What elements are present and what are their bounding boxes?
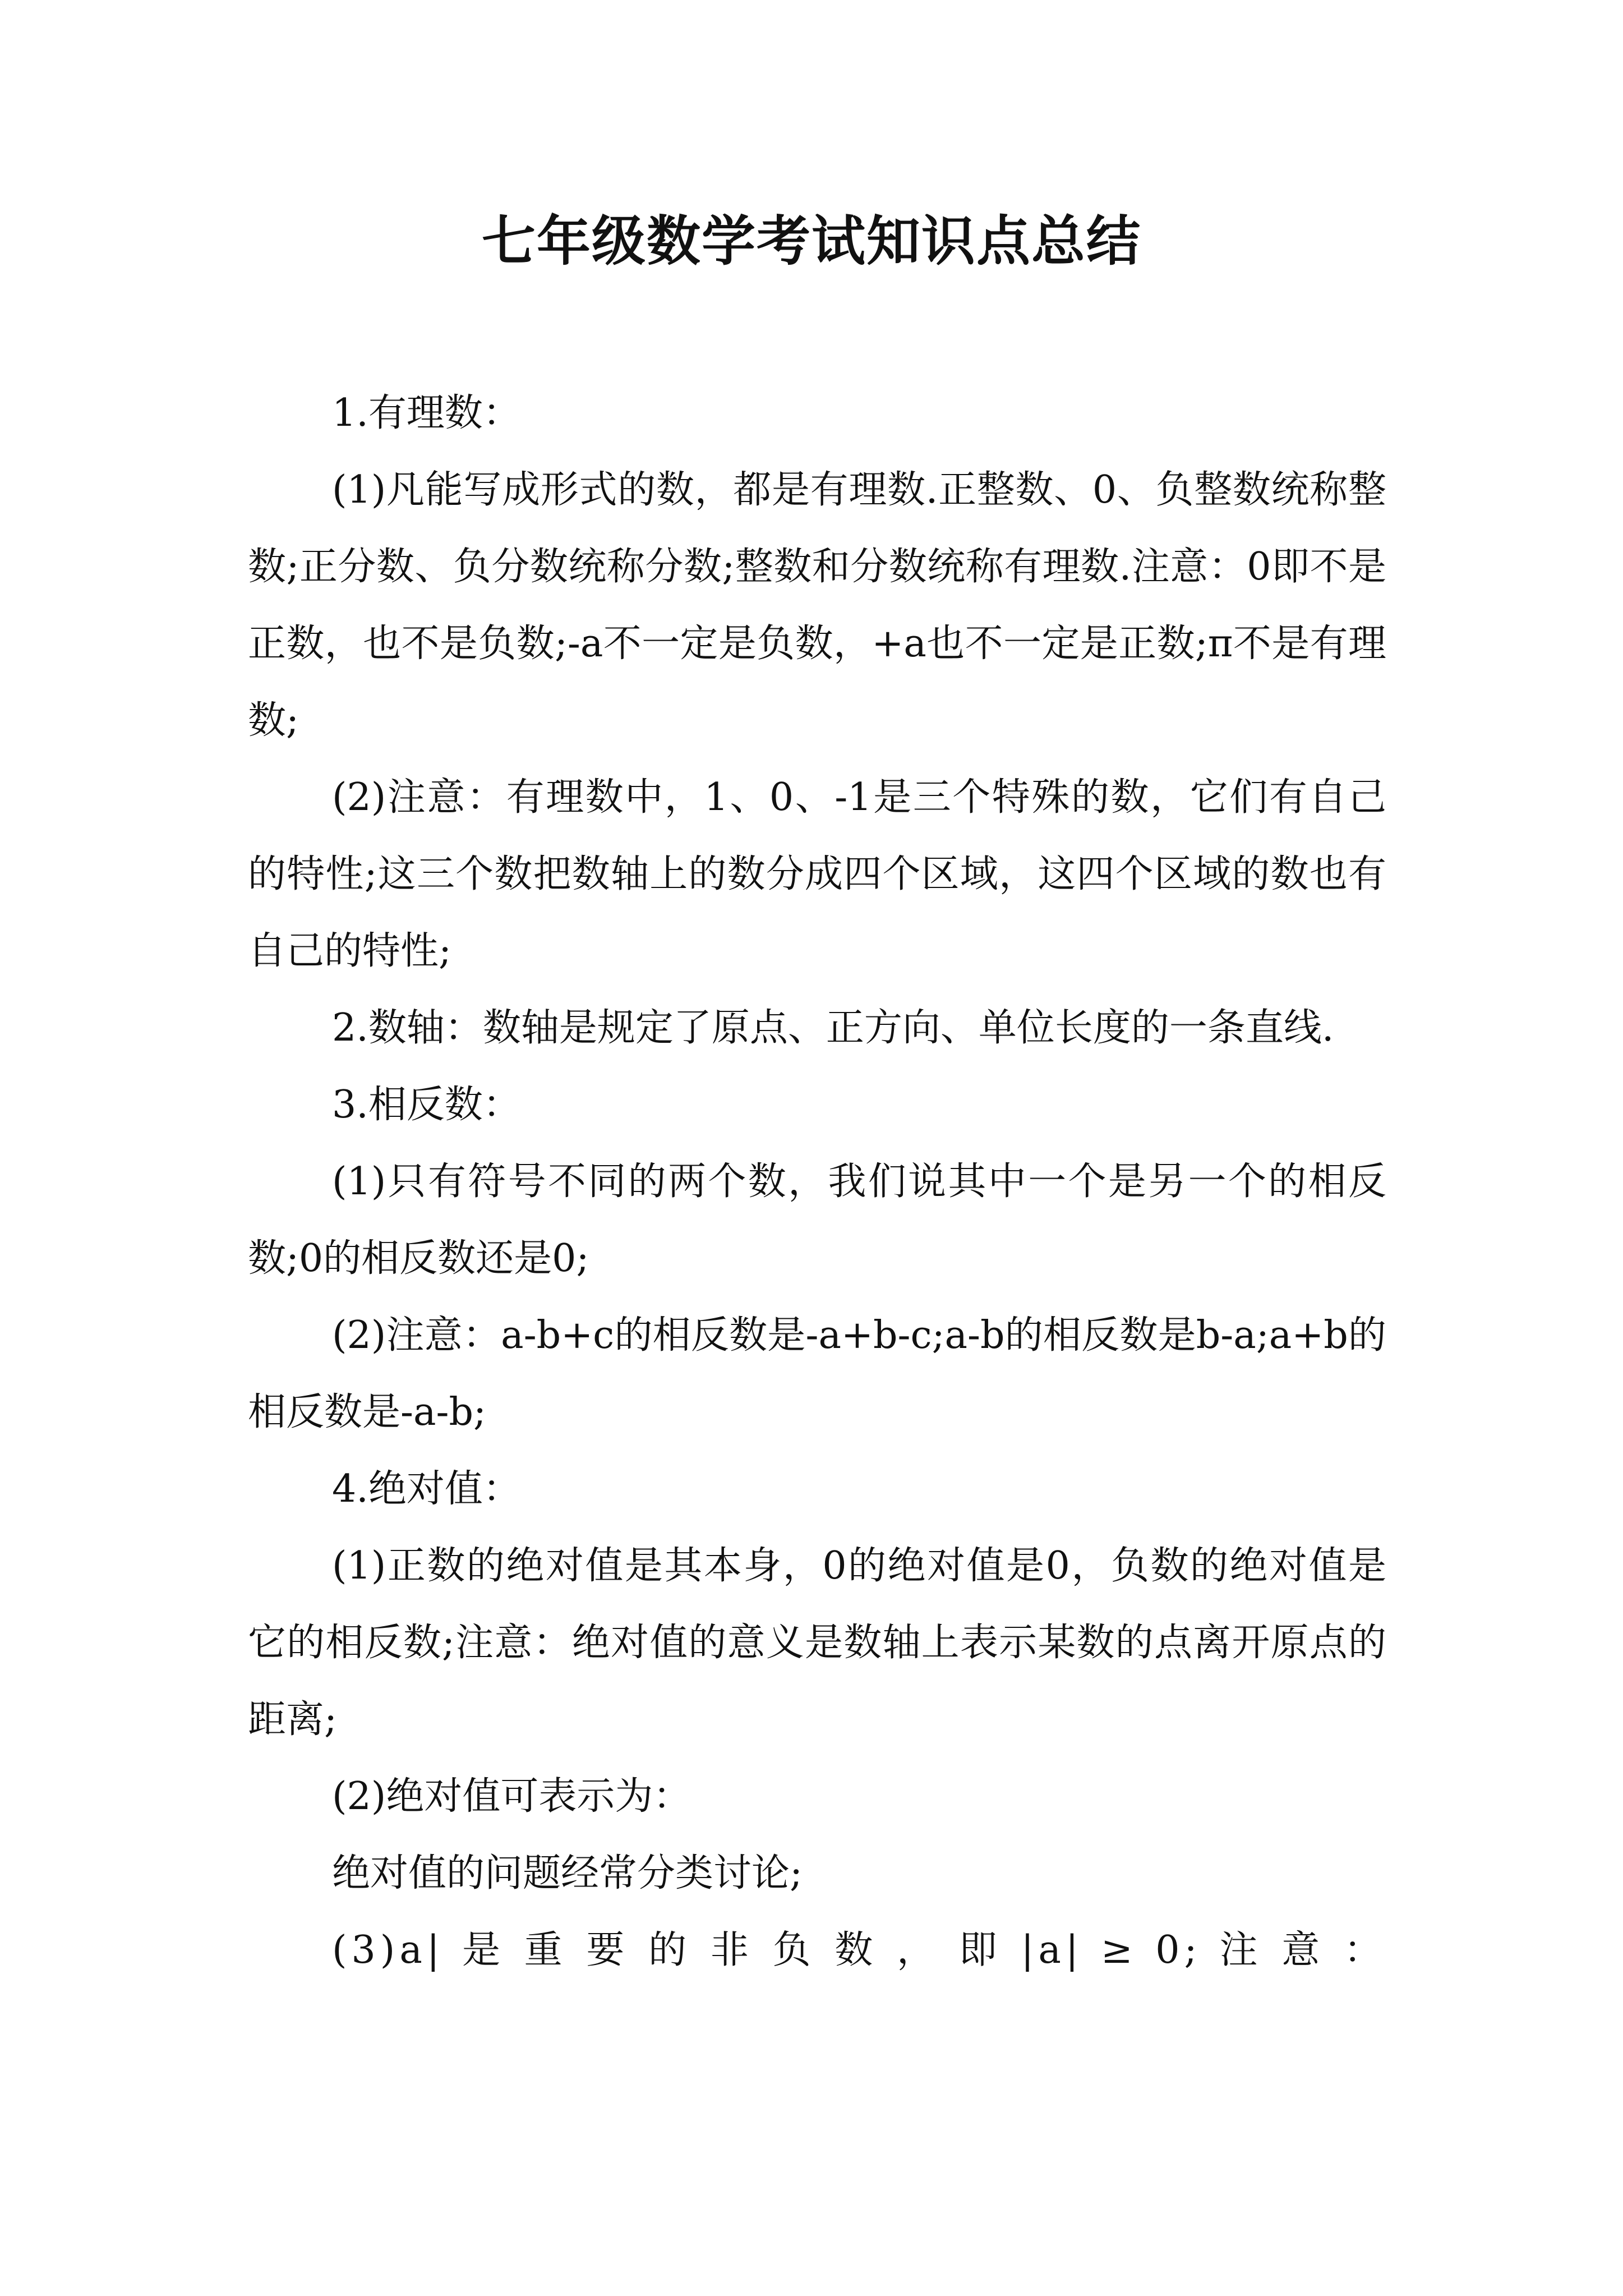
page-title: 七年级数学考试知识点总结 — [482, 210, 1141, 273]
paragraph: (2)绝对值可表示为： — [332, 1774, 691, 1819]
paragraph: (1)正数的绝对值是其本身，0的绝对值是0，负数的绝对值是它的相反数;注意：绝对值的意义是数轴上表示某数的点离开原点的距离; — [248, 1544, 1386, 1742]
paragraph: (2)注意：a-b+c的相反数是-a+b-c;a-b的相反数是b-a;a+b的相反数是-a-b; — [248, 1313, 1386, 1434]
document-body — [248, 375, 1386, 1989]
paragraph: 3.相反数： — [332, 1083, 521, 1127]
paragraph: 1.有理数： — [332, 391, 521, 435]
paragraph: (3)a| 是 重 要 的 非 负 数 ， 即 |a| ≥ 0; 注 意 ： — [332, 1928, 1386, 1972]
paragraph: 绝对值的问题经常分类讨论; — [332, 1851, 803, 1895]
paragraph: (1)凡能写成形式的数，都是有理数.正整数、0、负整数统称整数;正分数、负分数统称分数;整数和分数统称有理数.注意：0即不是正数，也不是负数;-a不一定是负数，+a也不一定是正数;π不是有理数; — [248, 468, 1386, 743]
paragraph: 2.数轴：数轴是规定了原点、正方向、单位长度的一条直线. — [332, 1006, 1334, 1050]
paragraph: 4.绝对值： — [332, 1467, 521, 1511]
paragraph: (1)只有符号不同的两个数，我们说其中一个是另一个的相反数;0的相反数还是0; — [248, 1159, 1386, 1281]
paragraph: (2)注意：有理数中，1、0、-1是三个特殊的数，它们有自己的特性;这三个数把数轴上的数分成四个区域，这四个区域的数也有自己的特性; — [248, 775, 1386, 973]
